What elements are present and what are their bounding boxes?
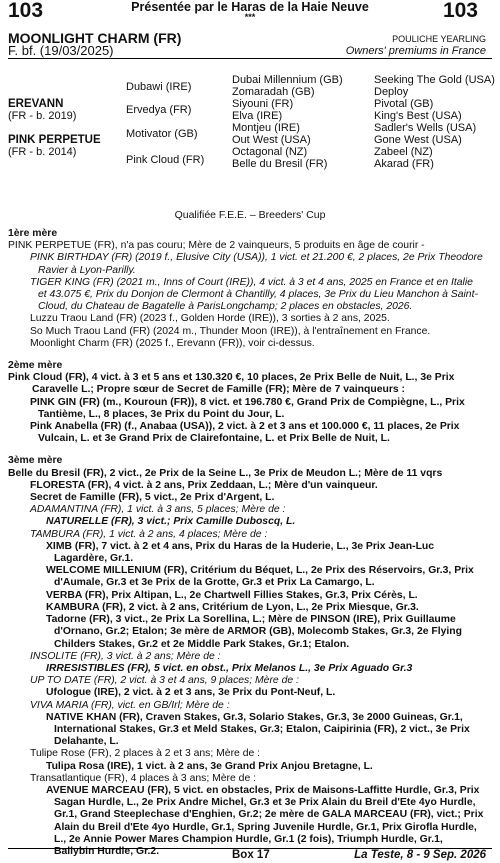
dam1-line: PINK PERPETUE (FR), n'a pas couru; Mère de 2 vainqueurs, 5 produits en âge de courir - [8,240,425,252]
dam-info: (FR - b. 2014) [8,146,77,158]
produce-entry: Luzzu Traou Land (FR) (2023 f., Golden Horde (IRE)), 3 sorties à 2 ans, 2025. [30,313,390,325]
gen3-7: Octagonal (NZ) [232,146,308,158]
dam3-descendant: Tadorne (FR), 3 vict., 2e Prix La Sorellina, L.; Mère de PINSON (IRE), Prix Guillaume d'Ornano, Gr.2; Etalon; 3e mère de ARMOR (GB), Molecomb Stakes, Gr.3, 2e Flying Childers Stakes, Gr.2 et 2e Middle Park Stakes, Gr.1; Etalon. [46,614,462,650]
dam3-produce: Tulipe Rose (FR), 2 places à 2 et 3 ans; Mère de : [30,748,261,760]
dam3-descendant: NATIVE KHAN (FR), Craven Stakes, Gr.3, Solario Stakes, Gr.3, 3e 2000 Guineas, Gr.1, International Stakes, Gr.3 et Meld Stakes, Gr.3; Etalon, Caipirinia (FR), 2 vict., 3e Prix Delahante, L. [46,711,470,748]
dam3-descendant: Ufologue (IRE), 2 vict. à 2 et 3 ans, 3e Prix du Pont-Neuf, L. [46,687,336,699]
owners-premiums: Owners' premiums in France [345,45,486,57]
produce-entry: PINK BIRTHDAY (FR) (2019 f., Elusive City (USA)), 1 vict. et 21.200 €, 2 places, 2e Prix Theodore Ravier à Lyon-Parilly. [30,252,483,276]
dam3-descendant: XIMB (FR), 7 vict. à 2 et 4 ans, Prix du Haras de la Huderie, L., 3e Prix Jean-Luc Lagardère, Gr.1. [46,540,435,565]
gen4-8: Akarad (FR) [374,158,434,170]
gen3-2: Zomaradah (GB) [232,86,315,98]
grandsire-sire: Dubawi (IRE) [126,81,192,93]
dam3-produce: Transatlantique (FR), 4 places à 3 ans; Mère de : [30,772,257,784]
dam3-descendant: IRRESISTIBLES (FR), 5 vict. en obst., Prix Melanos L., 3e Prix Aguado Gr.3 [46,662,413,674]
box-number: Box 17 [232,849,270,861]
granddam-sire: Ervedya (FR) [126,104,192,116]
dam3-descendant: KAMBURA (FR), 2 vict. à 2 ans, Critérium de Lyon, L., 2e Prix Miesque, Gr.3. [46,601,419,613]
dam3-descendant: NATURELLE (FR), 3 vict.; Prix Camille Duboscq, L. [46,516,296,528]
dam3-produce: UP TO DATE (FR), 2 vict. à 3 et 4 ans, 9 places; Mère de : [30,675,299,687]
sale-type: POULICHE YEARLING [392,34,486,44]
dam3-produce: ADAMANTINA (FR), 1 vict. à 3 ans, 5 places; Mère de : [30,504,286,516]
section-heading-dam2: 2ème mère [8,360,63,372]
gen4-4: King's Best (USA) [374,110,462,122]
gen4-2: Deploy [374,86,409,98]
dam3-produce: FLORESTA (FR), 4 vict. à 2 ans, Prix Zeddaan, L.; Mère d'un vainqueur. [30,479,378,491]
gen4-6: Gone West (USA) [374,134,462,146]
dam2-produce: Pink Anabella (FR) (f., Anabaa (USA)), 2 vict. à 2 et 3 ans et 100.000 €, 11 places, 2e Prix Vulcain, L. et 3e Grand Prix de Clairefontaine, L. et Prix Belle de Nuit, L. [30,421,460,445]
gen4-7: Zabeel (NZ) [374,146,433,158]
gen3-1: Dubai Millennium (GB) [232,74,343,86]
dam3-line: Belle du Bresil (FR), 2 vict., 2e Prix de la Seine L., 3e Prix de Meudon L.; Mère de 11 vqrs [8,467,443,479]
sale-place-date: La Teste, 8 - 9 Sep. 2026 [354,849,486,861]
section-heading-dam1: 1ère mère [8,228,58,239]
section-heading-dam3: 3ème mère [8,455,63,467]
gen4-1: Seeking The Gold (USA) [374,74,495,86]
catalogue-header [0,0,500,22]
dam2-produce: PINK GIN (FR) (m., Kouroun (FR)), 8 vict. et 196.780 €, Grand Prix de Compiègne, L., Prix Tantième, L., 8 places, 3e Prix du Point du Jour, L. [30,396,465,420]
dam3-produce: VIVA MARIA (FR), vict. en GB/Irl; Mère de : [30,699,230,711]
dam3-descendant: VERBA (FR), Prix Altipan, L., 2e Chartwell Fillies Stakes, Gr.3, Prix Cérès, L. [46,589,418,601]
dam3-produce: INSOLITE (FR), 3 vict. à 2 ans; Mère de : [30,650,221,662]
produce-entry: So Much Traou Land (FR) (2024 m., Thunder Moon (IRE)), à l'entraînement en France. [30,325,431,337]
presented-by: Présentée par le Haras de la Haie Neuve [131,0,369,14]
qualification: Qualifiée F.E.E. – Breeders' Cup [174,209,326,221]
dam3-descendant: WELCOME MILLENIUM (FR), Critérium du Béquet, L., 2e Prix des Réservoirs, Gr.3, Prix d'Aumale, Gr.3 et 3e Prix de la Grotte, Gr.3 et Prix La Camargo, L. [46,565,474,589]
gen4-3: Pivotal (GB) [374,98,434,110]
gen3-4: Elva (IRE) [232,110,283,122]
gen3-6: Out West (USA) [232,134,311,146]
dam3-descendant: Tulipa Rosa (IRE), 1 vict. à 2 ans, 3e Grand Prix Anjou Bretagne, L. [46,760,373,772]
dam-name: PINK PERPETUE [8,134,101,146]
gen4-5: Sadler's Wells (USA) [374,122,477,134]
sire-info: (FR - b. 2019) [8,110,77,122]
sire-name: EREVANN [8,98,64,110]
dam2-line: Pink Cloud (FR), 4 vict. à 3 et 5 ans et 130.320 €, 10 places, 2e Prix Belle de Nuit, L., 3e Prix Caravelle L.; Propre sœur de Secret de Famille (FR); Mère de 7 vainqueurs : [8,372,455,396]
stars-rating: *** [244,12,256,22]
grandsire-dam: Motivator (GB) [126,128,198,140]
page-footer [0,848,500,863]
gen3-5: Montjeu (IRE) [232,122,300,134]
produce-entry: TIGER KING (FR) (2021 m., Inns of Court (IRE)), 4 vict. à 3 et 4 ans, 2025 en France et en Italie et 43.075 €, Prix du Donjon de Clermont à Chantilly, 4 places, 3e Prix du Lieu Manchon à Saint-Cloud, du Chateau de Bagatelle à ParisLongchamp; 2 places en obstacles, 2026. [30,276,478,313]
header-divider [8,58,492,59]
dam3-descendant: AVENUE MARCEAU (FR), 5 vict. en obstacles, Prix de Maisons-Laffitte Hurdle, Gr.3, Prix Sagan Hurdle, L., 2e Prix Andre Michel, Gr.3 et 3e Prix Alain du Breil d'Ete 4yo Hurdle, Gr.1, Grand Steeplechase d'Enghien, Gr.2; 2e mère de GALA MARCEAU (FR), vict.; Prix Alain du Breil d'Ete 4yo Hurdle, Gr.1, Spring Juvenile Hurdle, Gr.1, Prix Girofla Hurdle, L., 2e Annie Power Mares Champion Hurdle, Gr.1 (2 fois), Triumph Hurdle, Gr.1, Ballybin Hurdle, Gr.2. [46,784,484,857]
catalogue-body [8,228,484,858]
lot-number-left: 103 [8,0,44,22]
lot-number-right: 103 [442,0,478,22]
gen3-3: Siyouni (FR) [232,98,294,110]
dam3-produce: Secret de Famille (FR), 5 vict., 2e Prix d'Argent, L. [30,492,275,504]
sex-birth: F. bf. (19/03/2025) [8,43,114,58]
dam3-produce: TAMBURA (FR), 1 vict. à 2 ans, 4 places; Mère de : [30,528,268,540]
horse-name: MOONLIGHT CHARM (FR) [8,30,182,46]
granddam-dam: Pink Cloud (FR) [126,154,205,166]
gen3-8: Belle du Bresil (FR) [232,158,328,170]
produce-entry: Moonlight Charm (FR) (2025 f., Erevann (FR)), voir ci-dessus. [30,337,315,349]
